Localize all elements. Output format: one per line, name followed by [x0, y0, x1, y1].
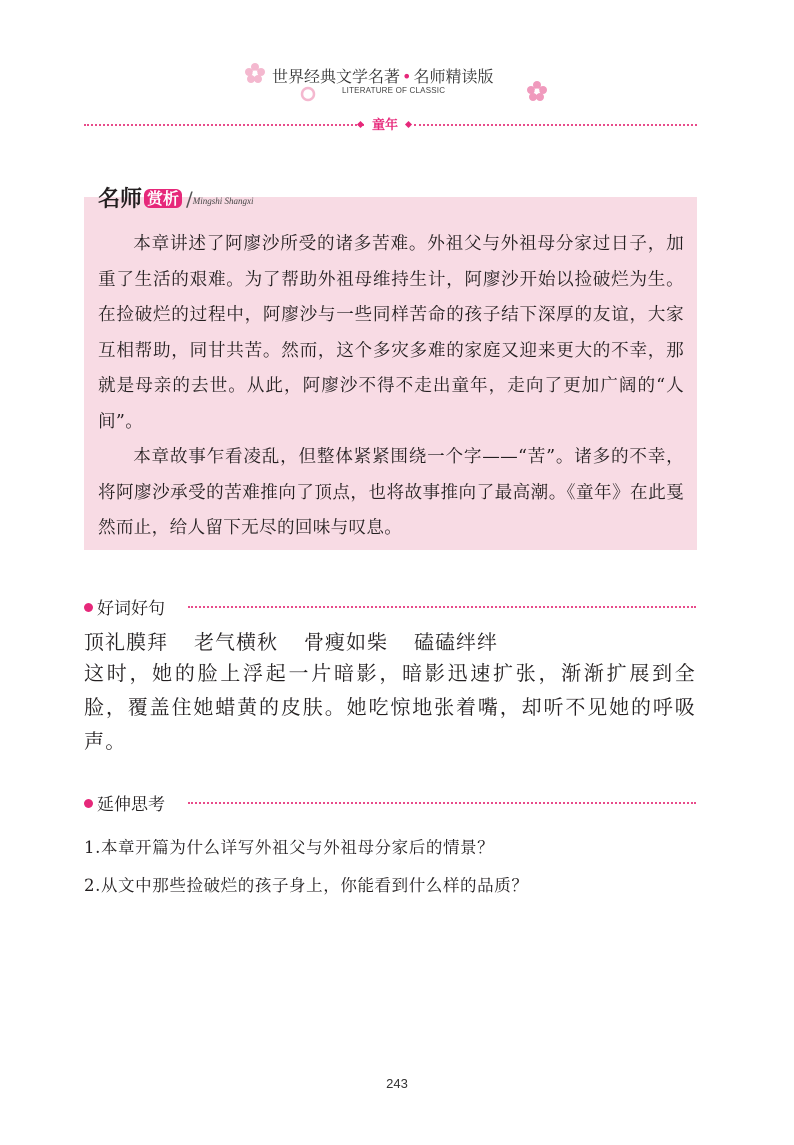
circle-ornament-icon: [300, 86, 316, 102]
good-words-list: [84, 626, 524, 655]
chapter-title: 童年: [372, 118, 399, 133]
series-subtitle: LITERATURE OF CLASSIC: [342, 86, 446, 95]
analysis-paragraph: 本章讲述了阿廖沙所受的诸多苦难。外祖父与外祖母分家过日子，加重了生活的艰难。为了帮助外祖母维持生计，阿廖沙开始以捡破烂为生。在捡破烂的过程中，阿廖沙与一些同样苦命的孩子结下深厚的友谊，大家互相帮助，同甘共苦。然而，这个多灾多难的家庭又迎来更大的不幸，那就是母亲的去世。从此，阿廖沙不得不走出童年，走向了更加广阔的“人间”。: [98, 234, 684, 432]
good-word: 顶礼膜拜: [84, 630, 168, 654]
section-divider: [188, 606, 696, 608]
good-sentence: 这时，她的脸上浮起一片暗影，暗影迅速扩张，渐渐扩展到全脸，覆盖住她蜡黄的皮肤。她吃惊地张着嘴，却听不见她的呼吸声。: [84, 661, 696, 753]
flower-icon: [526, 80, 548, 102]
question-item: 2.从文中那些捡破烂的孩子身上，你能看到什么样的品质？: [84, 876, 529, 895]
header-divider-left: [84, 124, 364, 126]
section-bullet-icon: [84, 799, 93, 808]
diamond-icon: [357, 121, 364, 128]
section-heading-thinking: 延伸思考: [97, 795, 165, 815]
diamond-icon: [405, 121, 412, 128]
section-heading-good-words: 好词好句: [97, 599, 165, 619]
section-divider: [188, 802, 696, 804]
analysis-title: 名师 赏析 /Mingshi Shangxi: [98, 186, 254, 212]
section-bullet-icon: [84, 603, 93, 612]
good-word: 骨瘦如柴: [304, 630, 388, 654]
good-word: 老气横秋: [194, 630, 278, 654]
flower-icon: [244, 62, 266, 84]
series-title: 世界经典文学名著 • 名师精读版: [272, 67, 494, 86]
question-item: 1.本章开篇为什么详写外祖父与外祖母分家后的情景？: [84, 838, 495, 857]
good-word: 磕磕绊绊: [414, 630, 498, 654]
page-number: 243: [386, 1076, 408, 1091]
header-divider-right: [414, 124, 697, 126]
analysis-paragraph: 本章故事乍看凌乱，但整体紧紧围绕一个字——“苦”。诸多的不幸，将阿廖沙承受的苦难推向了顶点，也将故事推向了最高潮。《童年》在此戛然而止，给人留下无尽的回味与叹息。: [98, 447, 684, 538]
